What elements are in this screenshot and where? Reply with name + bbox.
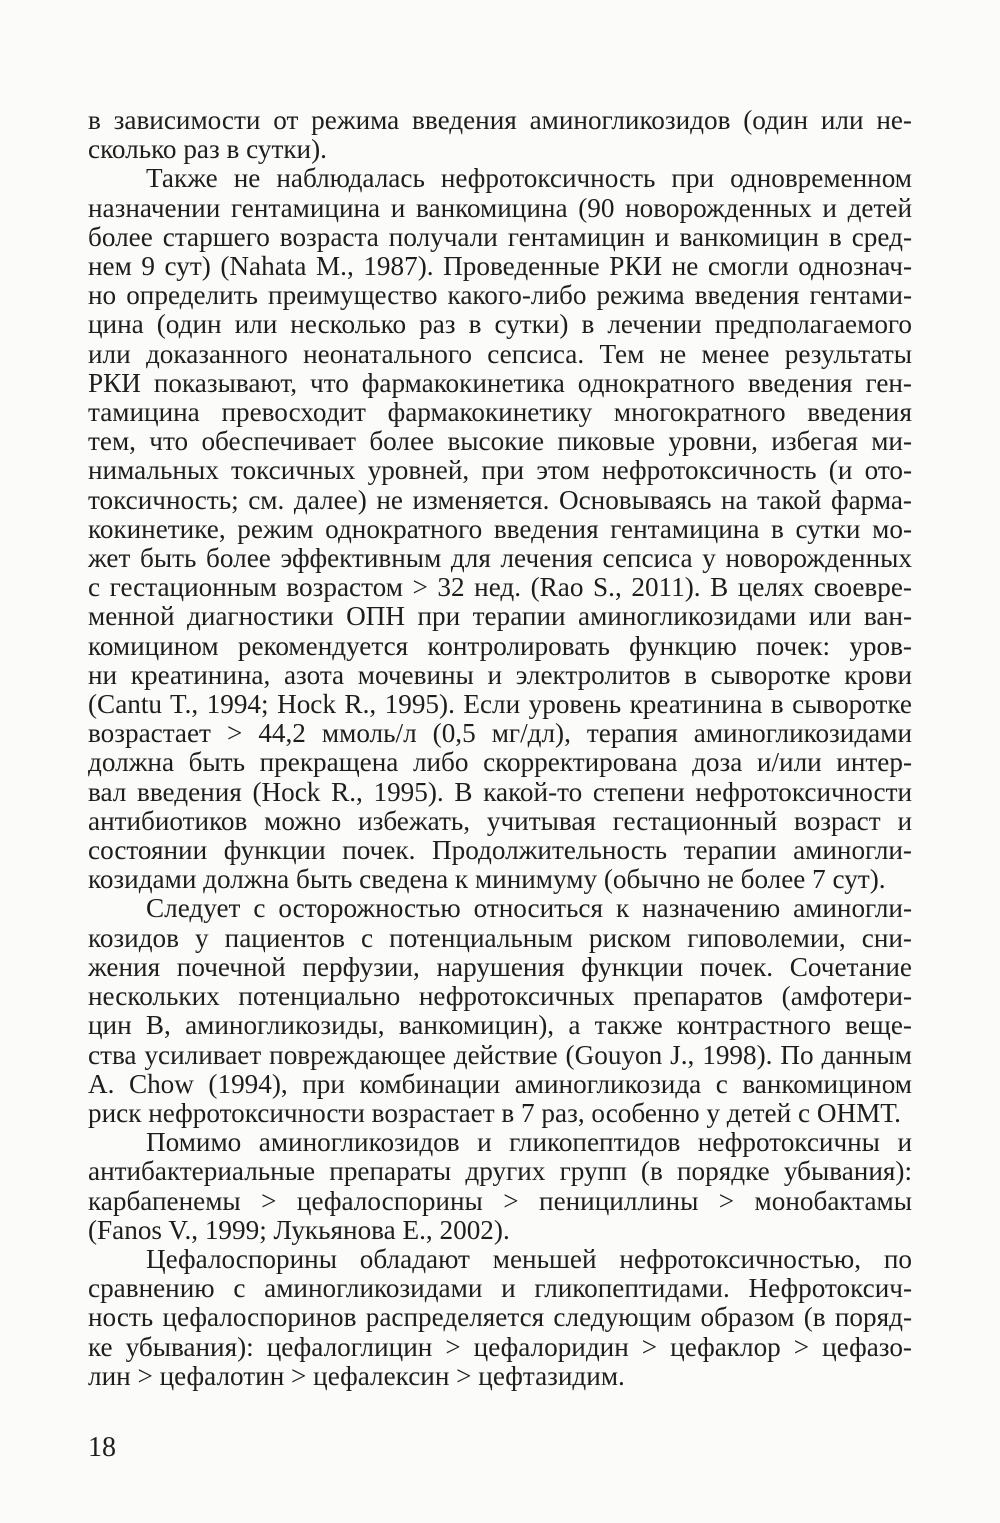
text-line: нимальных токсичных уровней, при этом нефротоксичность (и ото-	[88, 455, 912, 486]
text-line: антибактериальные препараты других групп (в порядке убывания):	[88, 1156, 912, 1187]
page-number: 18	[88, 1432, 116, 1463]
text-line: ке убывания): цефалоглицин > цефалоридин > цефаклор > цефазо-	[88, 1331, 912, 1362]
text-line: Помимо аминогликозидов и гликопептидов нефротоксичны и	[146, 1127, 912, 1158]
paragraph	[88, 1245, 912, 1391]
text-line: ность цефалоспоринов распределяется следующим образом (в поряд-	[88, 1302, 912, 1333]
text-line: сравнению с аминогликозидами и гликопептидами. Нефротоксич-	[88, 1273, 912, 1304]
text-line: состоянии функции почек. Продолжительность терапии аминогли-	[88, 835, 912, 866]
text-line: или доказанного неонатального сепсиса. Тем не менее результаты	[88, 338, 912, 369]
text-line: лин > цефалотин > цефалексин > цефтазидим.	[88, 1360, 625, 1391]
text-line: карбапенемы > цефалоспорины > пенициллины > монобактамы	[88, 1185, 912, 1216]
text-line: цин В, аминогликозиды, ванкомицин), а также контрастного веще-	[88, 1010, 912, 1041]
text-line: цина (один или несколько раз в сутки) в лечении предполагаемого	[88, 309, 912, 340]
text-line: козидов у пациентов с потенциальным риском гиповолемии, сни-	[88, 922, 912, 953]
text-line: сколько раз в сутки).	[88, 134, 327, 165]
text-line: тамицина превосходит фармакокинетику многократного введения	[88, 397, 912, 428]
text-line: риск нефротоксичности возрастает в 7 раз, особенно у детей с ОНМТ.	[88, 1097, 901, 1128]
text-line: более старшего возраста получали гентамицин и ванкомицин в сред-	[88, 221, 912, 252]
text-line: токсичность; см. далее) не изменяется. Основываясь на такой фарма-	[88, 484, 912, 515]
text-line: (Cantu T., 1994; Hock R., 1995). Если уровень креатинина в сыворотке	[88, 689, 912, 720]
text-line: козидами должна быть сведена к минимуму (обычно не более 7 сут).	[88, 864, 886, 895]
text-line: Следует с осторожностью относиться к назначению аминогли-	[146, 893, 912, 924]
text-line: тем, что обеспечивает более высокие пиковые уровни, избегая ми-	[88, 426, 912, 457]
text-line: вал введения (Hock R., 1995). В какой-то степени нефротоксичности	[88, 776, 912, 807]
text-line: менной диагностики ОПН при терапии аминогликозидами или ван-	[88, 601, 912, 632]
text-line: нем 9 сут) (Nahata M., 1987). Проведенные РКИ не смогли однознач-	[88, 251, 912, 282]
text-line: (Fanos V., 1999; Лукьянова Е., 2002).	[88, 1214, 510, 1245]
body-text	[88, 106, 912, 1391]
text-line: ни креатинина, азота мочевины и электролитов в сыворотке крови	[88, 659, 912, 690]
text-line: кокинетике, режим однократного введения гентамицина в сутки мо-	[88, 513, 912, 544]
text-line: ства усиливает повреждающее действие (Gouyon J., 1998). По данным	[88, 1039, 912, 1070]
text-line: возрастает > 44,2 ммоль/л (0,5 мг/дл), терапия аминогликозидами	[88, 718, 912, 749]
text-line: нескольких потенциально нефротоксичных препаратов (амфотери-	[88, 981, 912, 1012]
paragraph	[88, 894, 912, 1128]
paragraph	[88, 1128, 912, 1245]
text-line: должна быть прекращена либо скорректирована доза и/или интер-	[88, 747, 912, 778]
text-line: комицином рекомендуется контролировать функцию почек: уров-	[88, 630, 912, 661]
text-line: назначении гентамицина и ванкомицина (90 новорожденных и детей	[88, 192, 912, 223]
text-line: но определить преимущество какого-либо режима введения гентами-	[88, 280, 912, 311]
text-line: жет быть более эффективным для лечения сепсиса у новорожденных	[88, 543, 912, 574]
text-line: Также не наблюдалась нефротоксичность при одновременном	[146, 163, 912, 194]
text-line: с гестационным возрастом > 32 нед. (Rao S., 2011). В целях своевре-	[88, 572, 912, 603]
text-line: Цефалоспорины обладают меньшей нефротоксичностью, по	[146, 1243, 912, 1274]
text-line: жения почечной перфузии, нарушения функции почек. Сочетание	[88, 951, 912, 982]
paragraph	[88, 164, 912, 894]
paragraph	[88, 106, 912, 164]
text-line: в зависимости от режима введения аминогликозидов (один или не-	[88, 105, 912, 135]
text-line: A. Chow (1994), при комбинации аминогликозида с ванкомицином	[88, 1068, 912, 1099]
text-line: РКИ показывают, что фармакокинетика однократного введения ген-	[88, 367, 912, 398]
text-line: антибиотиков можно избежать, учитывая гестационный возраст и	[88, 805, 912, 836]
